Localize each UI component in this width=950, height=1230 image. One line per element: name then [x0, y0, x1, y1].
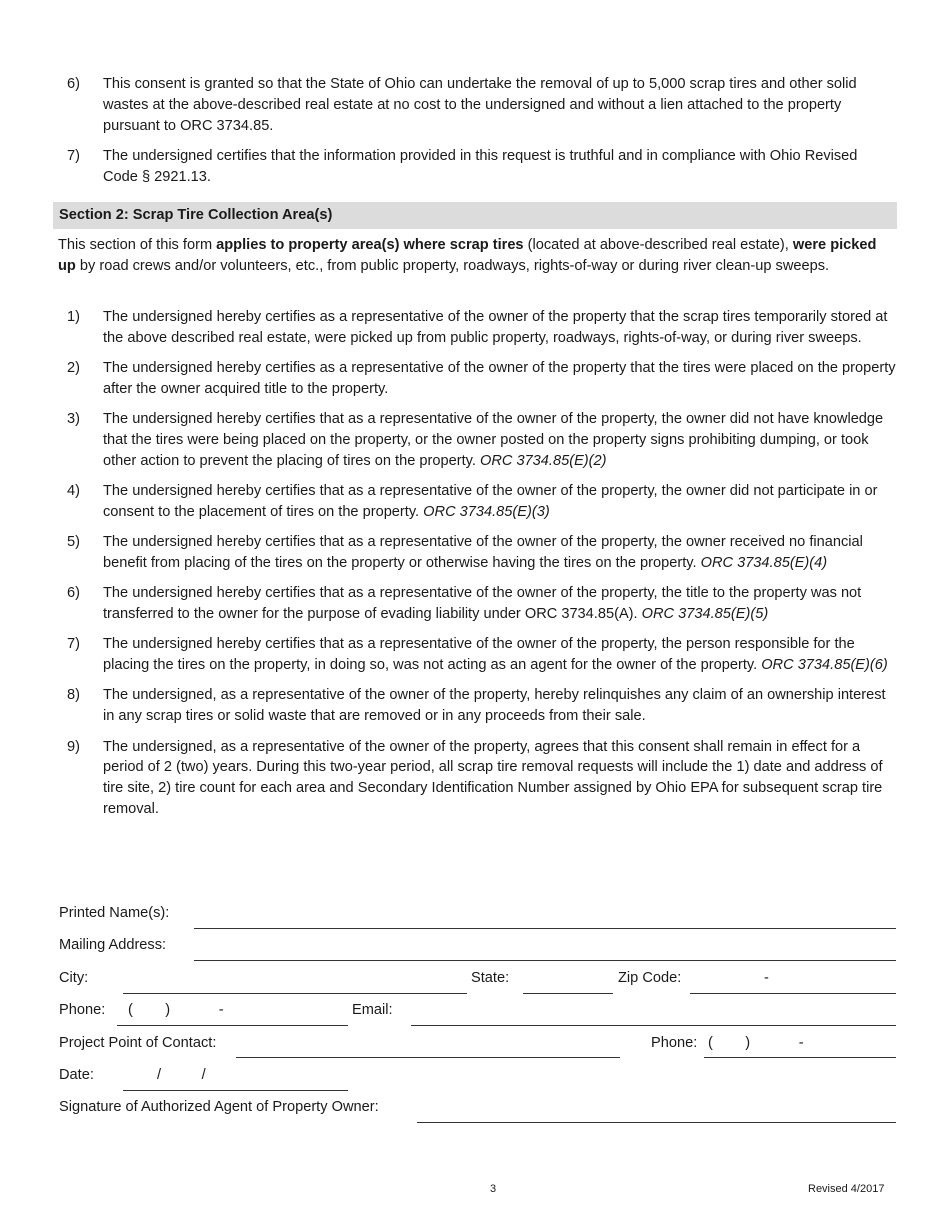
section1-list — [58, 74, 896, 197]
list-item — [58, 481, 896, 523]
city-field[interactable] — [123, 993, 467, 994]
phone-field[interactable] — [117, 1025, 348, 1026]
orc-citation: ORC 3734.85(E)(4) — [700, 554, 828, 571]
orc-citation: ORC 3734.85(E)(5) — [641, 606, 769, 623]
item-number: 9) — [67, 738, 80, 755]
revision-date: Revised 4/2017 — [808, 1183, 885, 1195]
section-intro — [58, 235, 896, 277]
item-text: The undersigned hereby certifies that as a representative of the owner of the property, the title to the property was not transferred to the owner for the purpose of evading liability under ORC 3734.85(A). — [103, 585, 862, 623]
item-text: The undersigned hereby certifies that as a representative of the owner of the property, the person responsible for the placing the tires on the property, in doing so, was not acting as an agent for the owner of the property. — [103, 636, 855, 674]
item-number: 5) — [67, 534, 80, 551]
item-text: This consent is granted so that the State of Ohio can undertake the removal of up to 5,000 scrap tires and other solid wastes at the above-described real estate at no cost to the undersigned and without a lien attached to the property pursuant to ORC 3734.85. — [103, 76, 857, 134]
item-text: The undersigned hereby certifies that as a representative of the owner of the property, the owner received no financial benefit from placing of the tires on the property or otherwise having the tires on the property. — [103, 534, 863, 571]
mailing-address-field[interactable] — [194, 960, 896, 961]
date-format: / / — [157, 1067, 206, 1083]
zip-dash: - — [764, 970, 769, 986]
state-label: State: — [471, 970, 510, 986]
date-label: Date: — [59, 1067, 94, 1083]
item-number: 6) — [67, 76, 80, 92]
intro-bold-text: applies to property area(s) where scrap tires — [216, 237, 524, 253]
list-item — [58, 737, 896, 820]
list-item — [58, 685, 896, 727]
mailing-address-label: Mailing Address: — [59, 937, 167, 953]
email-label: Email: — [352, 1002, 393, 1018]
intro-text: (located at above-described real estate), — [523, 237, 793, 253]
item-number: 1) — [67, 309, 80, 325]
item-text: The undersigned, as a representative of the owner of the property, hereby relinquishes any claim of an ownership interest in any scrap tires or solid waste that are removed or in any proceeds from their sale. — [103, 687, 886, 725]
phone-label: Phone: — [59, 1002, 106, 1018]
item-number: 6) — [67, 585, 80, 602]
printed-name-field[interactable] — [194, 928, 896, 929]
item-text: The undersigned hereby certifies that as a representative of the owner of the property, the owner did not have knowledge that the tires were being placed on the property, or the owner posted on the property signs prohibiting dumping, or took other action to prevent the placing of tires on the property. — [103, 411, 884, 469]
intro-text: This section of this form — [58, 237, 217, 253]
item-text: The undersigned hereby certifies as a representative of the owner of the property that the tires were placed on the property after the owner acquired title to the property. — [103, 360, 896, 397]
section2-list — [58, 307, 896, 829]
item-number: 4) — [67, 483, 80, 500]
contact-phone-field[interactable] — [704, 1057, 896, 1058]
contact-label: Project Point of Contact: — [59, 1035, 217, 1051]
list-item — [58, 307, 896, 349]
phone-format: ( ) - — [128, 1002, 224, 1018]
list-item — [58, 358, 896, 400]
zip-field[interactable] — [690, 993, 896, 994]
item-text: The undersigned, as a representative of the owner of the property, agrees that this consent shall remain in effect for a period of 2 (two) years. During this two-year period, all scrap tire removal requests will include the 1) date and address of tire site, 2) tire count for each area and Secondary Identification Number assigned by Ohio EPA for subsequent scrap tire removal. — [103, 738, 883, 817]
signature-label: Signature of Authorized Agent of Property Owner: — [59, 1099, 379, 1115]
item-number: 7) — [67, 636, 80, 653]
contact-phone-format: ( ) - — [708, 1035, 804, 1051]
section-heading: Section 2: Scrap Tire Collection Area(s) — [53, 202, 897, 229]
orc-citation: ORC 3734.85(E)(6) — [761, 657, 888, 674]
item-number: 8) — [67, 687, 80, 704]
date-field[interactable] — [123, 1090, 348, 1091]
list-item — [58, 583, 896, 625]
item-number: 3) — [67, 411, 80, 428]
contact-phone-label: Phone: — [651, 1035, 698, 1051]
zip-label: Zip Code: — [618, 970, 682, 986]
item-number: 2) — [67, 360, 80, 377]
contact-field[interactable] — [236, 1057, 620, 1058]
email-field[interactable] — [411, 1025, 896, 1026]
orc-citation: ORC 3734.85(E)(2) — [479, 452, 607, 469]
city-label: City: — [59, 970, 89, 986]
page-number: 3 — [490, 1183, 497, 1195]
orc-citation: ORC 3734.85(E)(3) — [423, 503, 550, 520]
list-item — [58, 532, 896, 574]
list-item — [58, 146, 896, 188]
list-item — [58, 409, 896, 471]
intro-text: by road crews and/or volunteers, etc., from public property, roadways, rights-of-way or during river clean-up sweeps. — [75, 257, 830, 274]
printed-name-label: Printed Name(s): — [59, 905, 170, 921]
item-text: The undersigned hereby certifies that as a representative of the owner of the property, the owner did not participate in or consent to the placement of tires on the property. — [103, 483, 878, 520]
item-text: The undersigned certifies that the information provided in this request is truthful and in compliance with Ohio Revised Code § 2921.13. — [103, 147, 858, 185]
list-item — [58, 74, 896, 136]
item-text: The undersigned hereby certifies as a representative of the owner of the property that the scrap tires temporarily stored at the above described real estate, were picked up from public property, roadways, rights-of-way, or during river sweeps. — [103, 309, 888, 346]
intro-bold-text: were picked up — [58, 237, 877, 274]
item-number: 7) — [67, 147, 80, 164]
state-field[interactable] — [523, 993, 613, 994]
list-item — [58, 634, 896, 676]
signature-field[interactable] — [417, 1122, 896, 1123]
